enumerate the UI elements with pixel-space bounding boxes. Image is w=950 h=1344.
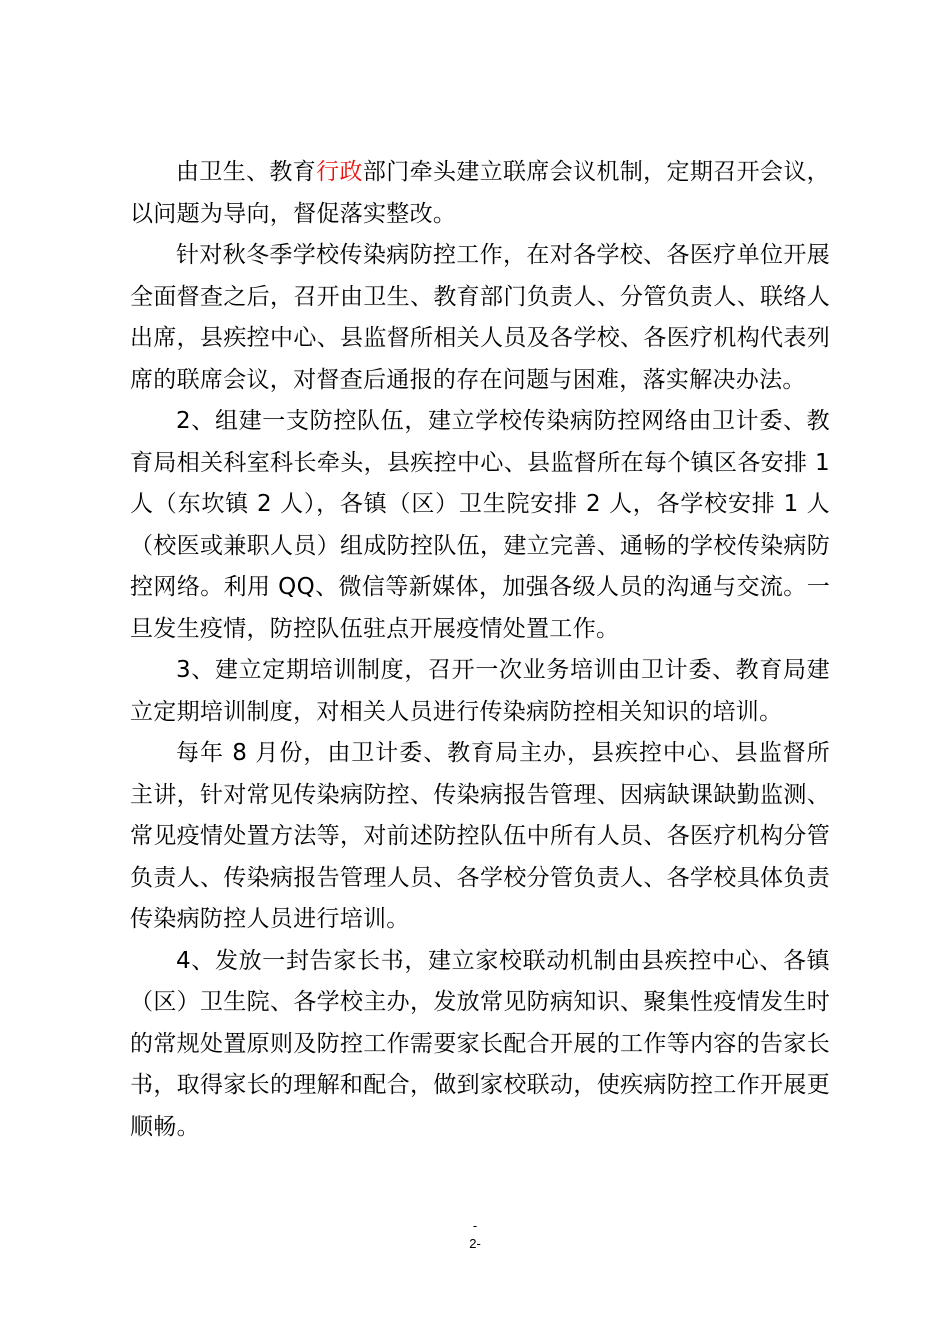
page-number: 2-	[469, 1236, 481, 1251]
highlighted-word: 行政	[316, 159, 363, 185]
paragraph-1-text-before: 由卫生、教育	[176, 159, 317, 185]
paragraph-1-text-after: 部门牵头建立联席会议机制，定期召开会议，以问题为导向，督促落实整改。	[130, 159, 830, 227]
paragraph-5: 每年 8 月份，由卫计委、教育局主办，县疾控中心、县监督所主讲，针对常见传染病防控、传染病报告管理、因病缺课缺勤监测、常见疫情处置方法等，对前述防控队伍中所有人员、各医疗机构分管负责人、传染病报告管理人员、各学校分管负责人、各学校具体负责传染病防控人员进行培训。	[130, 740, 830, 932]
footer-dash: -	[472, 1218, 478, 1233]
paragraph-1	[130, 152, 830, 235]
paragraph-2: 针对秋冬季学校传染病防控工作，在对各学校、各医疗单位开展全面督查之后，召开由卫生、教育部门负责人、分管负责人、联络人出席，县疾控中心、县监督所相关人员及各学校、各医疗机构代表列席的联席会议，对督查后通报的存在问题与困难，落实解决办法。	[130, 242, 830, 393]
paragraph-3: 2、组建一支防控队伍，建立学校传染病防控网络由卫计委、教育局相关科室科长牵头，县疾控中心、县监督所在每个镇区各安排 1 人（东坎镇 2 人），各镇（区）卫生院安排 2 人，各学校安排 1 人（校医或兼职人员）组成防控队伍，建立完善、通畅的学校传染病防控网络。利用 QQ、微信等新媒体，加强各级人员的沟通与交流。一旦发生疫情，防控队伍驻点开展疫情处置工作。	[130, 408, 830, 642]
document-body	[130, 152, 830, 1148]
paragraph-4: 3、建立定期培训制度，召开一次业务培训由卫计委、教育局建立定期培训制度，对相关人员进行传染病防控相关知识的培训。	[130, 657, 830, 725]
paragraph-6: 4、发放一封告家长书，建立家校联动机制由县疾控中心、各镇（区）卫生院、各学校主办，发放常见防病知识、聚集性疫情发生时的常规处置原则及防控工作需要家长配合开展的工作等内容的告家长书，取得家长的理解和配合，做到家校联动，使疾病防控工作开展更顺畅。	[130, 947, 830, 1140]
